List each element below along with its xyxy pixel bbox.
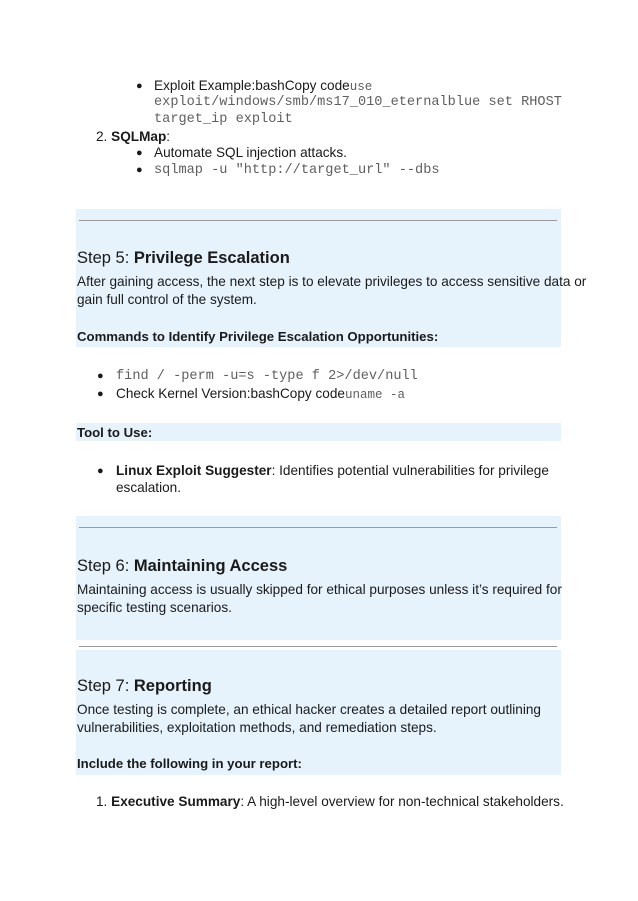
step7-heading xyxy=(77,676,212,696)
step7-paragraph-line-1: Once testing is complete, an ethical hacker creates a detailed report outlining xyxy=(77,702,541,717)
bullet-icon: ● xyxy=(136,80,143,92)
section-divider xyxy=(79,646,557,647)
sqlmap-list-item xyxy=(96,128,170,145)
tool-to-use-heading: Tool to Use: xyxy=(77,425,153,440)
report-include-heading: Include the following in your report: xyxy=(77,756,302,771)
step5-paragraph-line-2: gain full control of the system. xyxy=(77,292,257,307)
copy-code-button[interactable]: Copy code xyxy=(284,78,350,93)
find-suid-command: find / -perm -u=s -type f 2>/dev/null xyxy=(116,369,418,384)
step7-paragraph xyxy=(77,701,561,737)
step6-paragraph-line-2: specific testing scenarios. xyxy=(77,600,232,615)
step7-prefix: Step 7: xyxy=(77,677,134,695)
tool-name: Linux Exploit Suggester xyxy=(116,463,272,478)
bullet-icon: ● xyxy=(136,164,143,176)
step5-prefix: Step 5: xyxy=(77,249,134,267)
section-divider xyxy=(79,527,557,528)
step6-heading xyxy=(77,556,287,576)
step6-title: Maintaining Access xyxy=(133,557,288,575)
tool-description: : Identifies potential vulnerabilities for privilege xyxy=(271,463,549,478)
exploit-command-line-3: target_ip exploit xyxy=(154,112,293,127)
step7-title: Reporting xyxy=(133,677,212,695)
sqlmap-colon: : xyxy=(166,129,171,144)
sqlmap-bullet-1: Automate SQL injection attacks. xyxy=(154,145,347,160)
uname-command: uname -a xyxy=(344,388,405,402)
step5-paragraph-line-1: After gaining access, the next step is to elevate privileges to access sensitive data or xyxy=(77,274,587,289)
sqlmap-name: SQLMap xyxy=(111,129,167,144)
step5-heading xyxy=(77,248,290,268)
bullet-icon: ● xyxy=(97,465,104,477)
step6-paragraph xyxy=(77,581,561,617)
step7-paragraph-line-2: vulnerabilities, exploitation methods, and remediation steps. xyxy=(77,720,437,735)
exploit-label: Exploit Example: xyxy=(154,78,256,93)
executive-summary-label: Executive Summary xyxy=(111,794,241,809)
copy-code-button[interactable]: Copy code xyxy=(279,386,345,401)
section-divider xyxy=(79,220,557,221)
kernel-version-line xyxy=(116,385,405,404)
step5-title: Privilege Escalation xyxy=(133,249,290,267)
bullet-icon: ● xyxy=(97,370,104,382)
tool-item-line-2: escalation. xyxy=(116,480,181,495)
code-language-label: bash xyxy=(255,78,285,93)
executive-summary-desc: : A high-level overview for non-technical stakeholders. xyxy=(240,794,564,809)
step5-commands-heading: Commands to Identify Privilege Escalation Opportunities: xyxy=(77,329,439,344)
exploit-command-line-2: exploit/windows/smb/ms17_010_eternalblue set RHOST xyxy=(154,95,562,110)
step6-paragraph-line-1: Maintaining access is usually skipped for ethical purposes unless it’s required for xyxy=(77,582,562,597)
report-list-item-1 xyxy=(96,793,564,810)
list-number: 2. xyxy=(96,129,108,144)
bullet-icon: ● xyxy=(136,147,143,159)
sqlmap-command: sqlmap -u "http://target_url" --dbs xyxy=(154,163,440,178)
step6-highlight-band xyxy=(76,516,561,640)
step5-paragraph xyxy=(77,273,587,309)
step6-prefix: Step 6: xyxy=(77,557,134,575)
tool-item-line-1 xyxy=(116,462,549,479)
kernel-version-label: Check Kernel Version: xyxy=(116,386,251,401)
exploit-command-start: use xyxy=(349,80,373,94)
list-number: 1. xyxy=(96,794,108,809)
code-language-label: bash xyxy=(250,386,280,401)
bullet-icon: ● xyxy=(97,388,104,400)
